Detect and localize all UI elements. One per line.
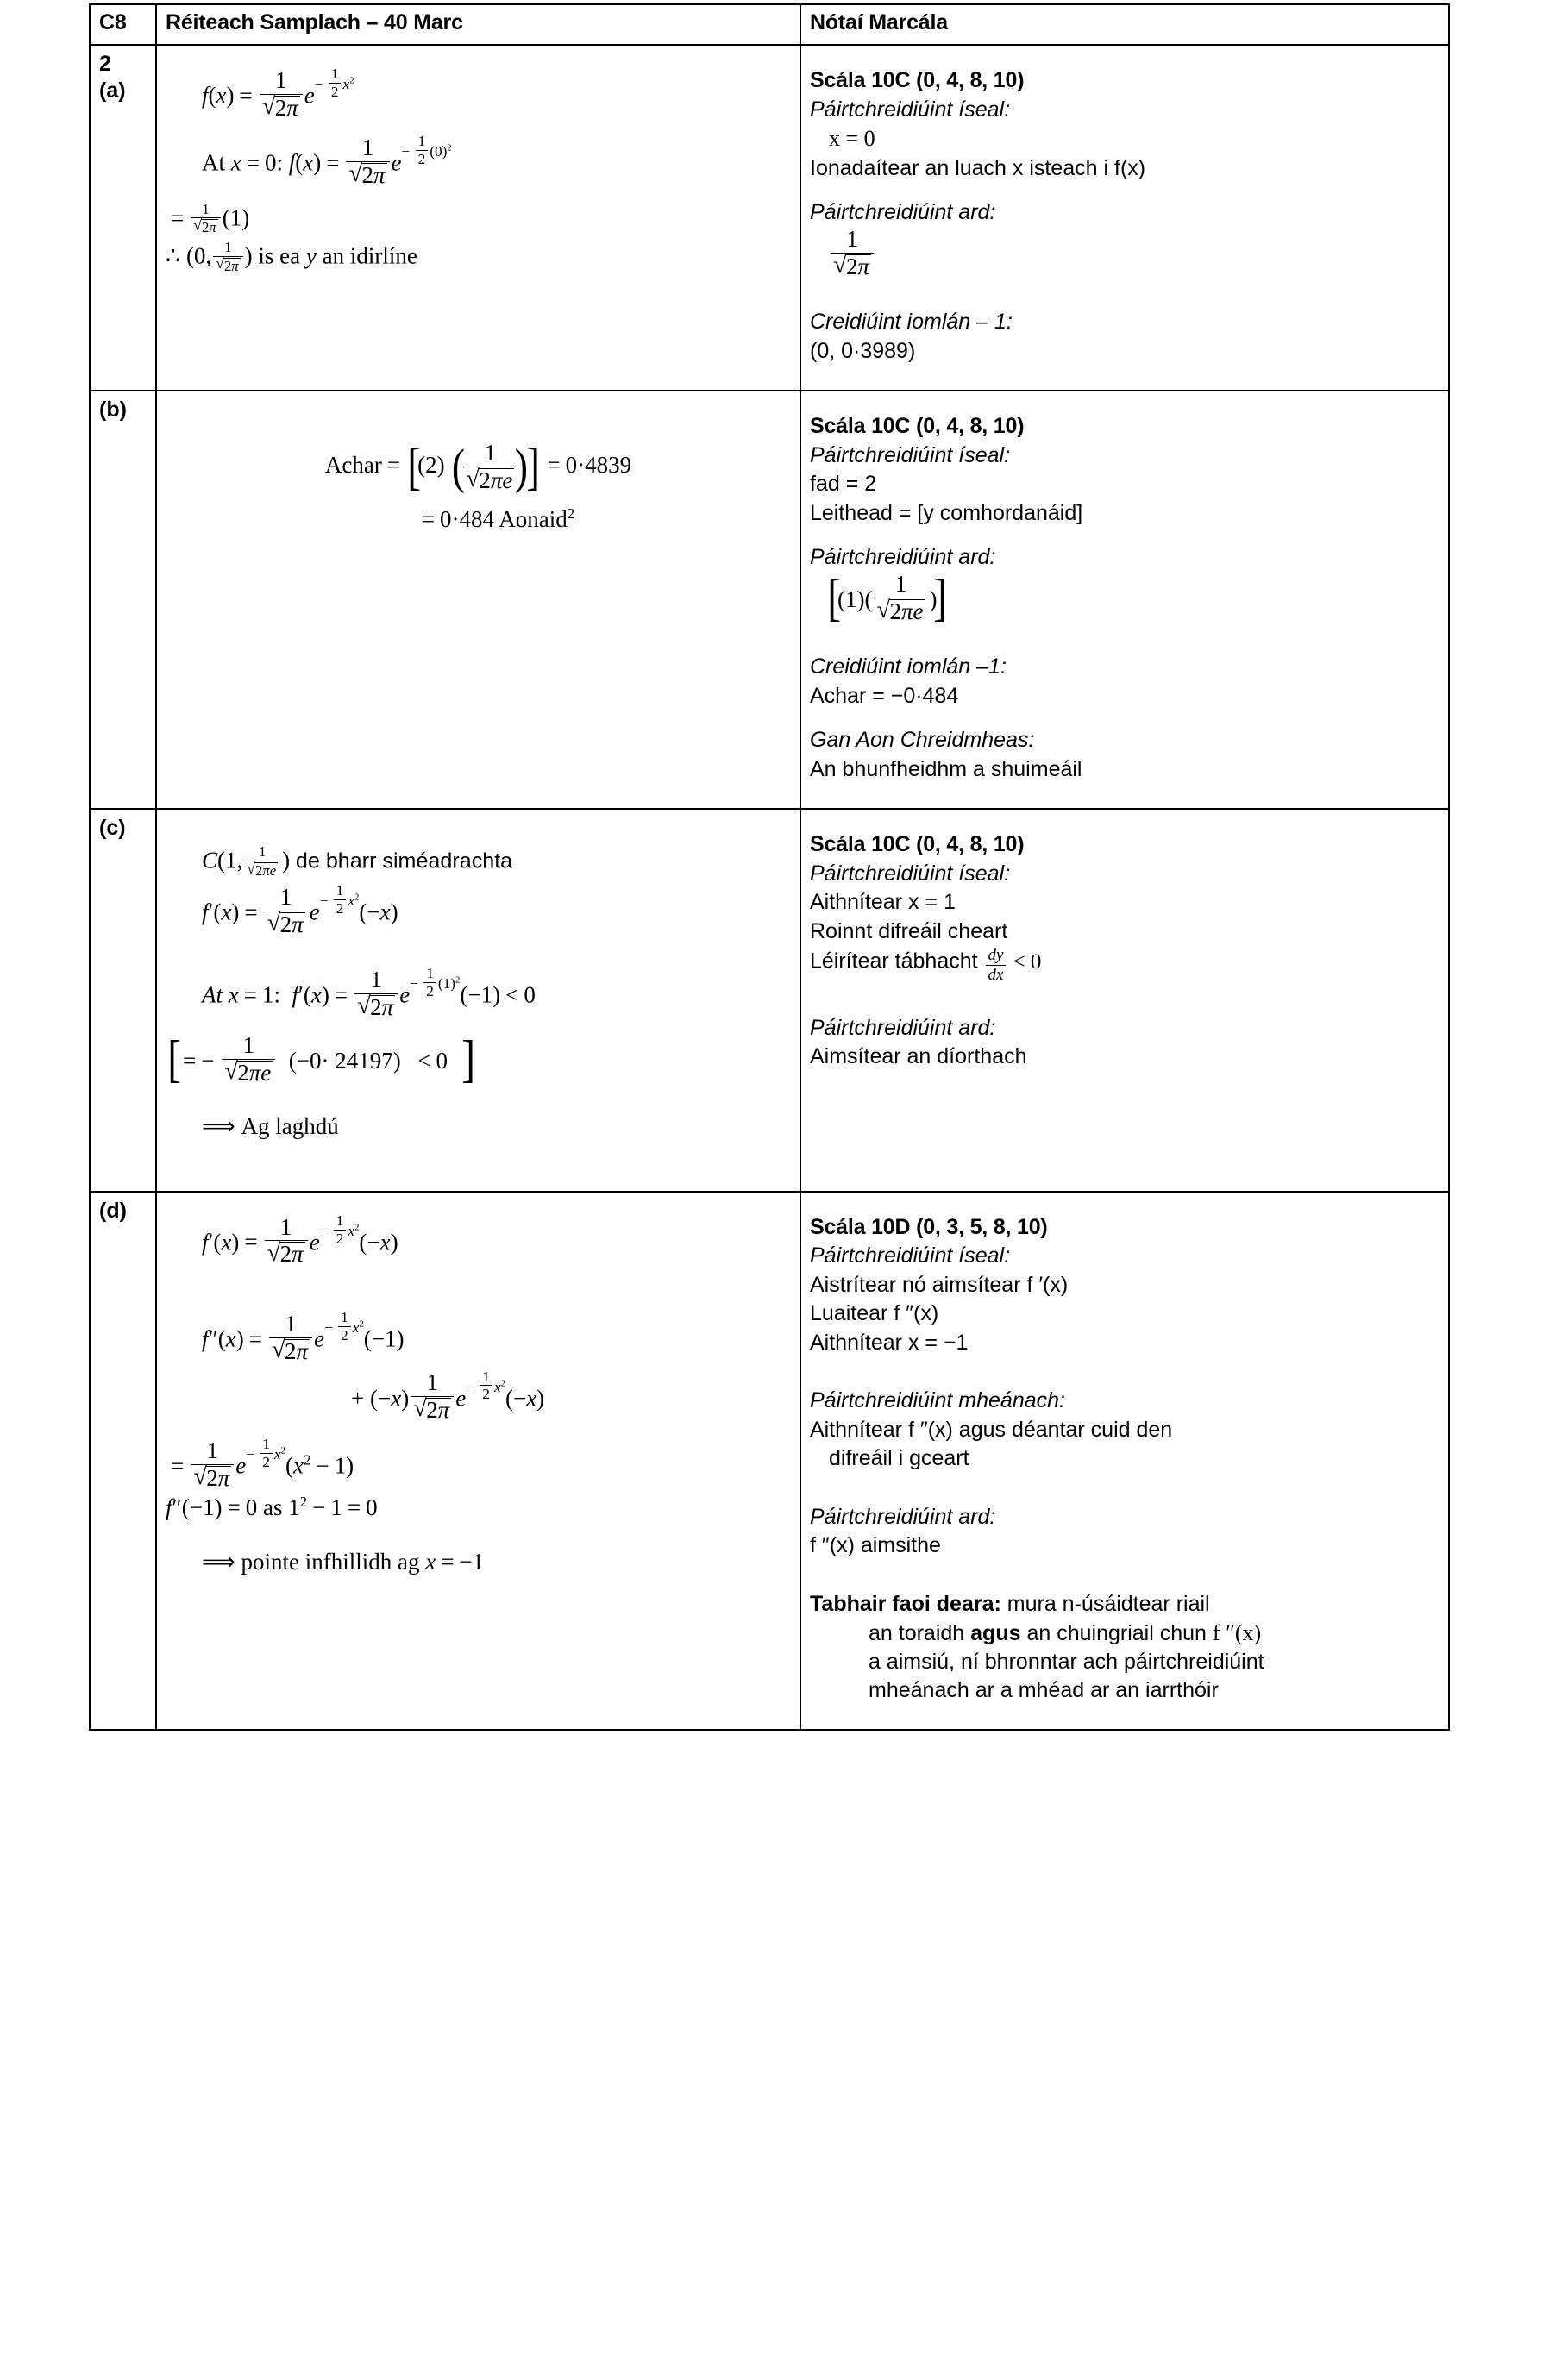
solution-cell-d bbox=[156, 1192, 800, 1730]
notes-cell-c bbox=[800, 809, 1449, 1191]
dydx-suffix: < 0 bbox=[1013, 950, 1042, 974]
no-credit-heading-b: Gan Aon Chreidmheas: bbox=[810, 728, 1035, 753]
table-row-part-b bbox=[90, 391, 1449, 809]
high-credit-expression-b: [ (1)( 1 √ 2πe ) ] bbox=[825, 573, 1439, 624]
equation-at-x-zero: At x = 0: f(x) = 1 √ 2π e− $\frac{1}{2}$ $(0)^2$ bbox=[202, 134, 791, 187]
dydx-numerator: dy bbox=[986, 947, 1007, 966]
full-credit-heading-b: Creidiúint iomlán –1: bbox=[810, 654, 1007, 680]
notes-cell-b bbox=[800, 391, 1449, 809]
header-sample-solution: Réiteach Samplach – 40 Marc bbox=[156, 4, 800, 45]
part-letter-b: (b) bbox=[99, 398, 127, 423]
equation-second-derivative-at-minus-one: f″(−1) = 0 as $1^2 - 1 = 0$ bbox=[166, 1494, 378, 1521]
equation-y-intercept-conclusion: ∴ (0, 1 √ 2π ) is ea y an idirlíne bbox=[166, 240, 791, 272]
mid-credit-heading-d: Páirtchreidiúint mheánach: bbox=[810, 1388, 1065, 1413]
low-credit-item-b-2: Leithead = [y comhordanáid] bbox=[810, 500, 1083, 525]
question-number: 2 bbox=[99, 52, 111, 76]
scale-label-c: Scála 10C (0, 4, 8, 10) bbox=[810, 832, 1025, 857]
low-credit-item-d-3: Aithnítear x = −1 bbox=[810, 1330, 969, 1355]
equation-second-derivative-simplified: = 1 √ 2π e− $\frac{1}{2}$ $x^2(x^2 - 1)$ bbox=[166, 1437, 791, 1490]
low-credit-item-c-3 bbox=[810, 947, 1439, 983]
equation-second-derivative-d: f″(x) = 1 √ 2π e− $\frac{1}{2}$ $x^2(-1)$ bbox=[202, 1310, 791, 1363]
high-credit-value-d: f ″(x) aimsithe bbox=[810, 1533, 941, 1558]
remark-text-2d: f ″(x) bbox=[1212, 1619, 1262, 1645]
part-letter-d: (d) bbox=[99, 1198, 127, 1223]
solution-cell-a bbox=[156, 45, 800, 391]
table-row-part-c bbox=[90, 809, 1449, 1191]
mid-credit-item-d-line1: Aithnítear f ″(x) agus déantar cuid den bbox=[810, 1417, 1173, 1442]
high-credit-heading-d: Páirtchreidiúint ard: bbox=[810, 1504, 996, 1529]
full-credit-heading-a: Creidiúint iomlán – 1: bbox=[810, 310, 1013, 335]
row-label-d bbox=[90, 1192, 156, 1730]
low-credit-item-d-2: Luaitear f ″(x) bbox=[810, 1301, 939, 1326]
document-page bbox=[0, 3, 1568, 2380]
low-credit-item-a-2: Ionadaítear an luach x isteach i f(x) bbox=[810, 155, 1146, 180]
solution-cell-b bbox=[156, 391, 800, 809]
low-credit-item-d-1: Aistrítear nó aimsítear f ′(x) bbox=[810, 1272, 1069, 1297]
scale-label-a: Scála 10C (0, 4, 8, 10) bbox=[810, 68, 1025, 92]
table-row-part-d bbox=[90, 1192, 1449, 1730]
remark-block-d bbox=[810, 1590, 1439, 1705]
mid-credit-item-d-line2: difreáil i gceart bbox=[829, 1446, 969, 1471]
equation-bracketed-value-c: [ = − 1 √ 2πe (−0· 24197) < 0 ] bbox=[166, 1034, 791, 1086]
high-credit-heading-b: Páirtchreidiúint ard: bbox=[810, 545, 996, 570]
equation-first-derivative-c: f′(x) = 1 √ 2π e− $\frac{1}{2}$ $x^2(-x)$ bbox=[202, 883, 791, 936]
equation-decreasing-conclusion: ⟹ Ag laghdú bbox=[202, 1113, 339, 1140]
no-credit-value-b: An bhunfheidhm a shuimeáil bbox=[810, 756, 1082, 781]
equation-first-derivative-d: f′(x) = 1 √ 2π e− $\frac{1}{2}$ $x^2(-x)$ bbox=[202, 1213, 791, 1267]
remark-text-2c: an chuingriail chun bbox=[1026, 1620, 1207, 1645]
high-credit-expression-a: 1 √ 2π bbox=[829, 228, 1439, 279]
notes-cell-a bbox=[800, 45, 1449, 391]
solution-cell-c bbox=[156, 809, 800, 1191]
dydx-denominator: dx bbox=[988, 966, 1004, 985]
header-question-code: C8 bbox=[90, 4, 156, 45]
low-credit-heading-c: Páirtchreidiúint íseal: bbox=[810, 861, 1011, 886]
part-letter-c: (c) bbox=[99, 816, 126, 841]
part-letter-a: (a) bbox=[99, 78, 126, 103]
table-row-part-a bbox=[90, 45, 1449, 391]
row-label-a bbox=[90, 45, 156, 391]
low-credit-heading-d: Páirtchreidiúint íseal: bbox=[810, 1243, 1011, 1268]
low-credit-item-c-2: Roinnt difreáil cheart bbox=[810, 918, 1008, 943]
remark-line-2 bbox=[810, 1619, 1439, 1648]
high-credit-value-c: Aimsítear an díorthach bbox=[810, 1044, 1027, 1069]
remark-label: Tabhair faoi deara: bbox=[810, 1591, 1001, 1616]
equation-derivative-at-one: At x = 1: f′(x) = 1 √ 2π e− $\frac{1}{2}$ $(1)^2(-1) < 0$ bbox=[202, 966, 791, 1019]
low-credit-heading-a: Páirtchreidiúint íseal: bbox=[810, 97, 1011, 122]
row-label-b bbox=[90, 391, 156, 809]
equation-evaluates-to: = 1 √ 2π (1) bbox=[166, 202, 791, 235]
row-label-c bbox=[90, 809, 156, 1191]
dydx-prefix-label: Léirítear tábhacht bbox=[810, 949, 978, 974]
scale-label-d: Scála 10D (0, 3, 5, 8, 10) bbox=[810, 1214, 1048, 1239]
low-credit-item-b-1: fad = 2 bbox=[810, 472, 877, 497]
notes-cell-d bbox=[800, 1192, 1449, 1730]
remark-line-4: mheánach ar a mhéad ar an iarrthóir bbox=[869, 1678, 1219, 1703]
remark-text-2b: agus bbox=[970, 1620, 1021, 1645]
full-credit-value-a: (0, 0·3989) bbox=[810, 338, 916, 363]
equation-area-result: = 0·484 Aonaid$^2$ bbox=[421, 504, 575, 532]
low-credit-item-a-1: x = 0 bbox=[829, 126, 875, 151]
remark-line-3: a aimsiú, ní bhronntar ach páirtchreidiúint bbox=[869, 1650, 1264, 1675]
scale-label-b: Scála 10C (0, 4, 8, 10) bbox=[810, 414, 1025, 439]
equation-area-computation: Achar = [ (2) ( 1 √ 2πe ) ] = 0·4839 bbox=[166, 442, 791, 493]
equation-point-c-symmetry: C(1, 1 √ 2πe ) de bharr siméadrachta bbox=[202, 844, 791, 877]
remark-text-2a: an toraidh bbox=[869, 1620, 965, 1645]
full-credit-value-b: Achar = −0·484 bbox=[810, 683, 959, 708]
marking-scheme-table bbox=[89, 3, 1450, 1731]
equation-fx-definition: f(x) = 1 √ 2π e− $\frac{1}{2}$ $x^2$ bbox=[202, 66, 791, 120]
remark-line-1 bbox=[810, 1590, 1439, 1619]
high-credit-heading-c: Páirtchreidiúint ard: bbox=[810, 1015, 996, 1040]
low-credit-heading-b: Páirtchreidiúint íseal: bbox=[810, 442, 1011, 467]
remark-text-1: mura n-úsáidtear riail bbox=[1007, 1591, 1210, 1616]
low-credit-item-c-1: Aithnítear x = 1 bbox=[810, 890, 956, 915]
equation-second-derivative-d-cont: + (−x) 1 √ 2π e− $\frac{1}{2}$ $x^2(-x)$ bbox=[351, 1369, 791, 1423]
equation-inflection-conclusion: ⟹ pointe infhillidh ag x = −1 bbox=[202, 1548, 485, 1575]
header-marking-notes: Nótaí Marcála bbox=[800, 4, 1449, 45]
high-credit-heading-a: Páirtchreidiúint ard: bbox=[810, 200, 996, 225]
table-header-row bbox=[90, 4, 1449, 45]
